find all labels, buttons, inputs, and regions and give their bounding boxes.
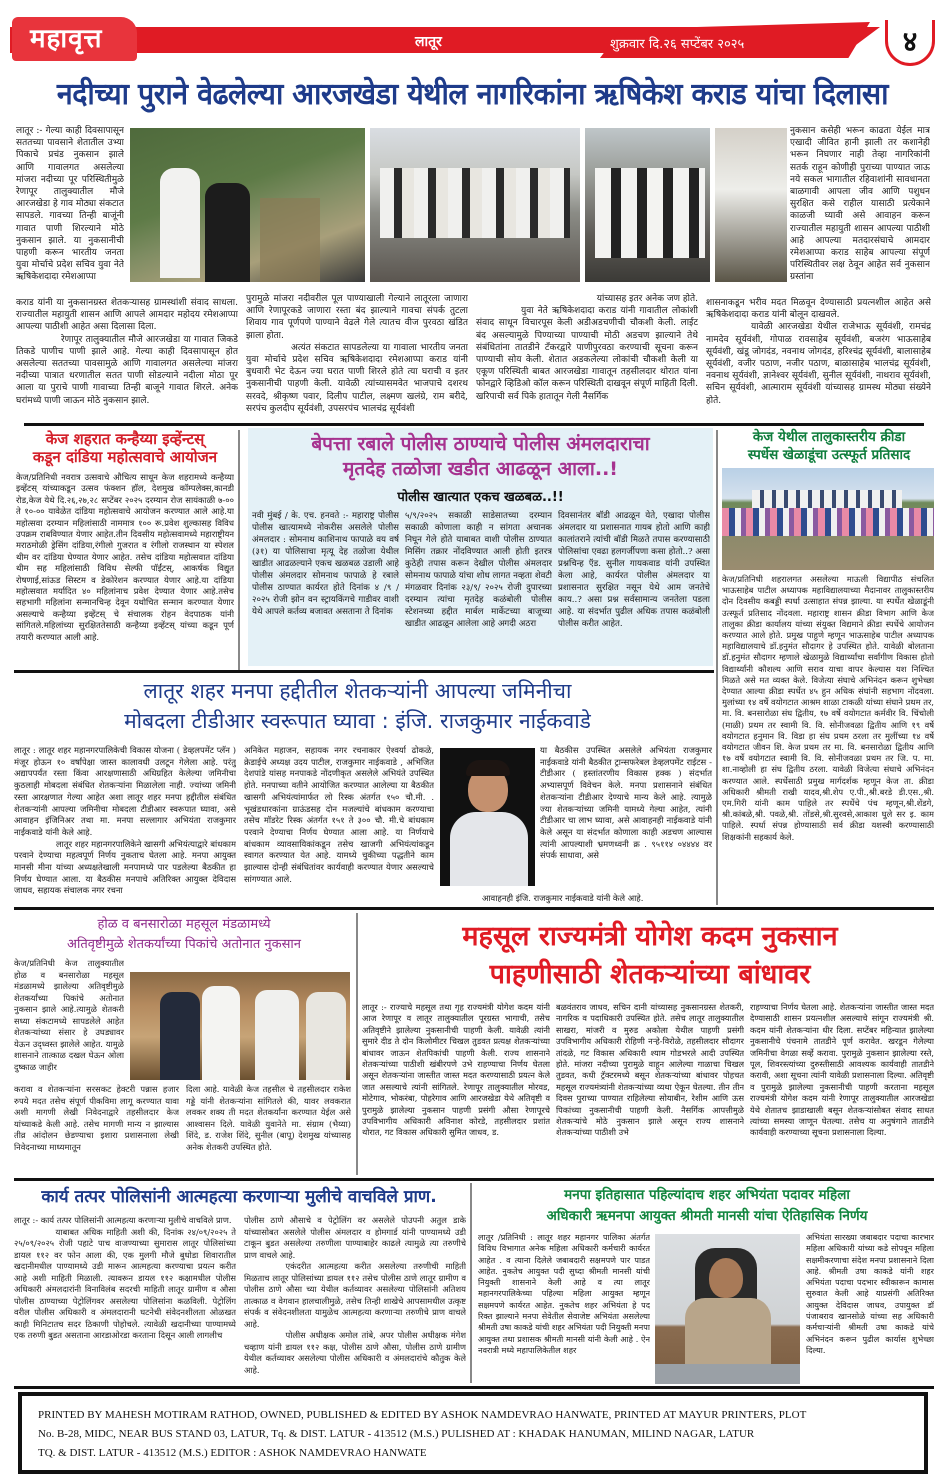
kabaddi-headline-line1: केज येथील तालुकास्तरीय क्रीडा: [752, 429, 906, 445]
tdr-headline-line1: लातूर शहर मनपा हद्दीतील शेतकऱ्यांनी आपल्या जमिनीचा: [143, 679, 572, 703]
section-divider: [14, 1178, 934, 1181]
lead-text: यावेळी आरजखेडा येथील राजेभाऊ सूर्यवंशी, रामचंद्र नामदेव सूर्यवंशी, गोपाळ रावसाहेब सूर्यवंशी, बजरंग भाऊसाहेब सूर्यवंशी, खंडू जोगदंड, नवनाथ जोगदंड, हरिश्चंद्र सूर्यवंशी, बालासाहेब सूर्यवंशी, वजीर पठाण, नजीर पठाण, बाळासाहेब भालचंद्र सूर्यवंशी, नवनाथ सूर्यवंशी, ज्ञानेश्वर सूर्यवंशी, सुनील सूर्यवंशी, नाथराव सूर्यवंशी, सचिन सूर्यवंशी, आत्माराम सूर्यवंशी यांच्यासह ग्रामस्थ मोठ्या संख्येने होते.: [706, 322, 931, 406]
portrait-saree: [685, 1298, 771, 1368]
lead-col1-wide: [16, 297, 238, 419]
kabaddi-headline: [718, 428, 940, 464]
crowd: [595, 168, 705, 258]
section-divider: [14, 1386, 934, 1389]
crop-loss-text: दिला आहे. यावेळी केज तहसील चे तहसीलदार राकेश गड्डे यांनी शेतकऱ्यांना सांगितले की, यावर लवकरात लवकर शक्य ती मदत शेतकर्यांना करण्यात येईल असे आश्वासन दिले. यावेळी युवानेते मा. संग्राम (भैय्या) शिंदे, ड. राजेश शिंदे, सुनील (बापू) देशमुख यांच्यासह अनेक शेतकरी उपस्थित होते.: [186, 1084, 351, 1152]
minister-col3: [750, 1002, 934, 1174]
minister-col1: [362, 1002, 550, 1174]
police-text: दिवसानंतर बॉडी आढळून येते, एखादा पोलीस अंमलदार या प्रशासनात गायब होतो आणि काही कालांतराने त्यांची बॉडी मिळते तपास करण्यासाठी पोलिसांचा एवढा हलगर्जीपणा कसा होतो..? असा प्रश्नचिन्ह ऍड. सुनील गायकवाड यांनी उपस्थित केला आहे, कार्यरत पोलीस अंमलदार या प्रशासनात सुरक्षित नसून येथे आम जनतेचे काय..? असा प्रश्न सर्वसामान्य जनतेला पडला आहे. या संदर्भात पुढील अधिक तपास कळंबोली पोलीस करीत आहेत.: [558, 511, 710, 629]
crop-loss-text: करावा व शेतकऱ्यांना सरसकट हेक्टरी पन्नास हजार रुपये मदत तसेच संपूर्ण पीकविमा लागू करण्यात यावा अशी मागणी लेखी निवेदनाद्वारे तहसीलदार केज यांच्याकडे केली आहे. तसेच मागणी मान्य न झाल्यास तीव्र आंदोलन छेडण्याचा इशारा प्रशासनाला लेखी निवेदनाच्या माध्यमातून: [14, 1084, 179, 1152]
lead-col4-wide: [706, 297, 931, 419]
rescue-text: लातूर :- कार्य तत्पर पोलिसांनी आत्महत्या करणाऱ्या मुलीचे वाचविले प्राण.: [14, 1215, 232, 1225]
dandiya-headline-line1: केज शहरात कन्हैय्या इव्हेंन्टस्: [45, 430, 205, 448]
newspaper-title: महावृत्त: [30, 24, 103, 54]
minister-headline-line1: महसूल राज्यमंत्री योगेश कदम नुकसान: [462, 921, 838, 952]
lead-headline: नदीच्या पुराने वेढलेल्या आरजखेडा येथील नागरिकांना ऋषिकेश कराड यांचा दिलासा: [56, 77, 889, 112]
section-divider: [14, 670, 714, 673]
police-col2: [405, 510, 552, 666]
rescue-col2: [244, 1215, 466, 1385]
lead-text: शासनाकडून भरीव मदत मिळवून देण्यासाठी प्रयत्नशील आहेत असे ऋषिकेशदादा कराड यांनी बोलून दाखवले.: [706, 298, 931, 321]
police-text: नवी मुंबई / के. एच. हनवते :- महाराष्ट्र पोलीस पोलीस खात्यामध्ये नोकरीस असलेले पोलीस अंमलदार : सोमनाथ काशिनाथ फापाळे वय वर्ष (३१) या पोलिसाचा मृत्यू देह तळोजा येथील खाडीत आढळल्याने एकच खळबळ उडाली आहे पोलीस अंमलदार सोमनाथ फापाळे हे रबाले पोलीस ठाण्यात कार्यरत होते दिनांक ४ /९ / २०२५ रोजी झोन वन स्ट्रायकिंगचे गाडीवर वाशी येथे आपले कर्तव्य बजावत असताना ते दिनांक: [252, 511, 399, 617]
lead-col3: [476, 293, 698, 421]
portrait-hair: [466, 760, 510, 776]
minister-text: लातूर :- राज्याचे महसूल तथा गृह राज्यमंत्री योगेश कदम यांनी आज रेणापूर व लातूर तालुक्यातील पूरग्रस्त भागाची, तसेच अतिवृष्टीने झालेल्या नुकसानीची पाहणी केली. यावेळी त्यांनी सुमारे दीड ते दोन किलोमीटर चिखल तुडवत प्रत्यक्ष शेतकऱ्यांच्या बांधावर जाऊन शेतपिकांची पाहणी केली. राज्य शासनाने शेतकऱ्यांच्या पाठीशी खंबीरपणे उभे राहण्याचा निर्णय घेतला असून शेतकऱ्यांना जास्तीत जास्त मदत करण्यासाठी प्रयत्न केले जात असल्याचे त्यांनी सांगितले. रेणापूर तालुक्यातील मोरवड, मोटेगाव, भोकरंबा, पोहरेगाव आणि आरजखेडा येथे अतिवृष्टी व पुरामुळे झालेल्या नुकसान पाहणी प्रसंगी औसा रेणापूरचे उपविभागीय अधिकारी अविनाश कोरडे, तहसीलदार प्रशांत थोरात, गट विकास अधिकारी सुमित जाधव, ड.: [362, 1002, 550, 1138]
section-divider: [14, 907, 934, 910]
engineer-text: अभियंता सारख्या जबाबदार पदाचा कारभार महिला अधिकारी यांच्या कडे सोपवून महिला सक्षमीकरणाचा संदेश मनपा प्रशासनाने दिला आहे. श्रीमती उषा काकडे यांनी शहर अभियंता पदाचा पदभार स्वीकारून कामास सुरुवात केली आहे याप्रसंगी अतिरिक्त आयुक्त देविदास जाधव, उपायुक्त डॉ पंजाबराव खानसोळे यांच्या सह अधिकारी कर्मचाऱ्यांनी श्रीमती उषा काकडे यांचे अभिनंदन करून पुढील कार्यास शुभेच्छा दिल्या.: [806, 1232, 934, 1355]
lead-text: अत्यंत संकटात सापडलेल्या या गावाला भारतीय जनता युवा मोर्चाचे प्रदेश सचिव ऋषिकेशदादा रमेशआप्पा कराड यांनी बुधवारी भेट देऊन ज्या घरात पाणी शिरले होते त्या घराची व इतर नुकसानीची पाहणी केली. यावेळी त्यांच्यासमवेत भाजपाचे दशरथ सरवदे, श्रीकृष्ण पवार, दिलीप पाटील, लक्ष्मण खलंग्रे, राम बरीदे, सरपंच कुलदीप सूर्यवंशी, उपसरपंच भालचंद्र सूर्यवंशी: [246, 342, 468, 414]
column-divider: [716, 430, 718, 905]
footer-line: PRINTED BY MAHESH MOTIRAM RATHOD, OWNED, PUBLISHED & EDITED BY ASHOK NAMDEVRAO HANWATE, PRINTED AT MAYUR PRINTERS, PLOT: [38, 1409, 807, 1421]
page-number: ४: [885, 20, 935, 66]
tdr-text: लातूर शहर महानगरपालिकेने खासगी अभियंत्याद्वारे बांधकाम परवाने देण्याचा महत्वपूर्ण निर्णय नुकताच घेतला आहे. मनपा आयुक्त मानसी मीना यांच्या अध्यक्षतेखाली मनपामध्ये पार पडलेल्या बैठकीत हा निर्णय घेण्यात आला. या बैठकीस मनपाचे अतिरिक्त आयुक्त देविदास जाधव, सहायक संचालक नगर रचना: [14, 838, 236, 896]
lead-photo-1: [130, 128, 365, 282]
police-headline-line1: बेपत्ता रबाले पोलीस ठाण्याचे पोलीस अंमलदाराचा: [311, 433, 650, 455]
tdr-col3: [540, 745, 712, 893]
print-line-footer: [18, 1392, 928, 1474]
crop-loss-photo: [130, 972, 350, 1080]
crop-loss-col1: [14, 958, 124, 1082]
kabaddi-team-photo: [722, 468, 934, 570]
minister-headline: [360, 918, 940, 994]
lead-col4-text: नुकसान कसेही भरून काढता येईल मात्र एखादी जीवित हानी झाली तर कशानेही भरून निघणार नाही तेव्हा नागरिकांनी सतर्क राहून कोणीही पुराच्या पाण्यात जाऊ नये सकल भागातील रहिवाशांनी सावधानता बाळगावी आपला जीव आणि पशुधन सुरक्षित कसे राहील यासाठी प्रत्येकाने काळजी घ्यावी असे आवाहन करून राज्यातील महायुती शासन आपल्या पाठीशी आहे आपल्या मतदारसंघाचे आमदार रमेशआप्पा कराड साहेब आपल्या संपूर्ण परिस्थितीवर लक्ष ठेवून आहेत सर्व नुकसान ग्रस्तांना: [790, 126, 930, 283]
lead-photo-2: [370, 128, 580, 282]
lead-text: पुरामुळे मांजरा नदीवरील पूल पाण्याखाली गेल्याने लातूरला जाणारा आणि रेणापूरकडे जाणारा रस्ता बंद झाल्याने गावचा संपर्क तुटला शिवाय गाव पूर्णपणे पाण्याने वेढले गेले त्यातच वीज पुरवठा खंडित झाला होता.: [246, 294, 468, 341]
minister-text: बळवंतराव जाधव, सचिन दानी यांच्यासह नुकसानग्रस्त शेतकरी, नागरिक व पदाधिकारी उपस्थित होते. तसेच लातूर तालुक्यातील साखरा, मांजरी व मुरुड अकोला येथील पाहणी प्रसंगी उपविभागीय अधिकारी रोहिणी नऱ्हे-विरोळे, तहसीलदार सौदागर तांदळे, गट विकास अधिकारी श्याम गोडभरले आदी उपस्थित होते. मांजरा नदीच्या पुरामुळे वाहून आलेल्या गाळाचा चिखल तुडवत, कधी ट्रॅक्टरमध्ये बसून शेतकऱ्यांच्या बांधावर पोहचत महसूल राज्यमंत्र्यांनी शेतकऱ्यांच्या व्यथा ऐकून घेतल्या. तीन तीन दिवस पुराच्या पाण्यात राहिलेल्या सोयाबीन, रेशीम आणि ऊस पिकांच्या नुकसानीची पाहणी केली. नैसर्गिक आपत्तीमुळे शेतकऱ्यांचे मोठे नुकसान झाले असून राज्य शासनाने शेतकऱ्यांच्या पाठीशी उभे: [556, 1002, 744, 1138]
lead-col2: [246, 293, 468, 421]
engineer-col2: [806, 1232, 934, 1382]
engineer-headline-line2: अधिकारी ऋमनपा आयुक्त श्रीमती मानसी यांचा ऐतिहासिक निर्णय: [546, 1208, 868, 1224]
dandiya-text: केज/प्रतिनिधी नवरात्र उत्सवाचे औचित्य साधून केज शहरामध्ये कन्हैय्या इव्हेंटस् यांच्याकडून उत्सव फंक्शन हॉल, देशमुख कॉम्पलेक्स,कानडी रोड,केज येथे दि.२६,२७,२८ सप्टेंबर २०२५ दरम्यान रोज सायंकाळी ७-०० ते १०-०० यावेळेत दांडिया महोत्सवाचे आयोजन करण्यात आले आहे.या महोत्सवा दरम्यान महिलांसाठी नाममात्र १०० रू.प्रवेश शुल्कासह विविध उपक्रम राबविण्यात येणार आहेत.तीन दिवसीय महोत्सवामध्ये महाराष्ट्रीयन मराठमोळी ड्रेसिंग दांडिया,रंगीलो गुजरात व रंगीलो राजस्थान या स्पेशल थीम वर दांडिया घेण्यात येणार आहेत. तसेच दांडिया महोत्सवात दांडिया थीम सह महिलांसाठी विविध सेल्फी पॉईंटस्, आकर्षक विद्युत रोषणाई,सांऊड सिस्टम व डेकोरेशन करण्यात येणार आहे.या दांडिया महोत्सवात मर्यादित ४० महिलांनाच प्रवेश देण्यात येणार आहे.तसेच सहभागी महिलांना सन्मानचिन्ह देवून यथोचित सन्मान करण्यात येणार असल्याचे कन्हैय्या इव्हेंटस् चे संचालक रोहन वेदपाठक यांनी सांगितले.महिलांच्या सुरक्षिततेसाठी कन्हैय्या इव्हेंटस् यांच्या कडून पूर्ण तयारी करण्यात आली आहे.: [16, 472, 234, 642]
rescue-col1: [14, 1215, 236, 1385]
person-figure: [202, 986, 240, 1080]
crop-loss-col1-wide: [14, 1084, 179, 1174]
kabaddi-text: केज/प्रतिनिधी शहरालगत असलेल्या माऊली विद्यापीठ संचलित भाऊसाहेब पाटील अध्यापक महाविद्यालयाच्या मैदानावर तालुकास्तरीय दोन दिवसीय कबड्डी स्पर्धा उत्साहात संपन्न झाल्या. या स्पर्धेत खेळाडूंनी उत्स्फूर्त प्रतिसाद नोंदवला. महाराष्ट्र शासन क्रीडा विभाग आणि केज तालुका क्रीडा कार्यालय यांच्या संयुक्त विद्यमाने क्रीडा स्पर्धेचे आयोजन करण्यात आले होते. प्रमुख पाहुणे म्हणून भाऊसाहेब पाटील अध्यापक महाविद्यालयाचे डॉ.हनुमंत सौदागर हे उपस्थित होते. यावेळी बोलताना डॉ.हनुमंत सौदागर म्हणाले खेळामुळे विद्यार्थ्यांचा सर्वांगीण विकास होतो विद्यार्थ्यांनी कौशल्य आणि सराव याचा वापर केल्यास यश निश्चित मिळते असे मत व्यक्त केले. विजेत्या संघाचे अभिनंदन करून शुभेच्छा देण्यात आल्या क्रीडा स्पर्धेत ४५ हुन अधिक संघांनी सहभाग नोंदवला. मुलांच्या १४ वर्षे वयोगटात आश्रम शाळा टाकळी यांच्या संघाने प्रथम तर, मा. वि. बनसारोळा संघ द्वितीय, १७ वर्षे वयोगटात कर्मवीर वि. चिंचोली (माळी) प्रथम तर स्वामी वि. वि. सोनीजवळा द्वितीय आणि १९ वर्षे वयोगटात हनुमान वि. विडा हा संघ प्रथम ठरला तर मुलींच्या १४ वर्षे वयोगटात जीवन शि. केज प्रथम तर मा. वि. बनसारोळा द्वितीय आणि १७ वर्षे वयोगटात स्वामी वि. वि. सोनीजवळा प्रथम तर जि. प. मा. शा.नाव्होली हा संघ द्वितीय ठरला. यावेळी विजेत्या संघाचे अभिनंदन करण्यात आले. स्पर्धेसाठी प्रमुख मार्गदर्शक म्हणून केज ता. क्रीडा अधिकारी श्रीमती राखी यादव,श्री.शेप ए.पी.,श्री.बरडे डी.एस.,श्री. एम.गिरी यांनी काम पाहिले तर स्पर्धेचे पंच म्हणून,श्री.शेंडगे, श्री.कांबळे,श्री. पवळे,श्री. तोंडसे,श्री.सुरवसे,आकाश घुले सर इ. काम पाहिले. स्पर्धा संपन्न होण्यासाठी सर्व क्रीडा यशस्वी करण्यासाठी शिक्षकांनी सहकार्य केले.: [722, 574, 934, 842]
rescue-text: एकंदरीत आत्महत्या करीत असलेल्या तरुणीची माहिती मिळताच लातूर पोलिसांच्या डायल ११२ तसेच पोलीस ठाणे लातूर ग्रामीण व पोलीस ठाणे औसा च्या येथील कर्तव्यावर असलेल्या पोलिसांनी अतिशय तात्काळ व वेगवान हालचालीमुळे, तसेच तिन्ही शाखेचे आपसामधील उत्कृष्ट संपर्क व संवेदनशीलता यामुळेच आत्महत्या करणाऱ्या तरुणीचे प्राण वाचले आहे.: [244, 1261, 466, 1329]
engineer-headline-line1: मनपा इतिहासात पहिल्यांदाच शहर अभियंता पदावर महिला: [564, 1187, 850, 1203]
engineer-portrait: [440, 748, 535, 886]
portrait-shirt: [450, 812, 528, 886]
masthead: [0, 0, 945, 62]
lead-photo-4: [715, 128, 787, 282]
kabaddi-headline-line2: स्पर्धेस खेळाडूंचा उत्स्फूर्त प्रतिसाद: [747, 447, 911, 463]
dandiya-headline: [14, 430, 236, 466]
tdr-text: लातूर : लातूर शहर महानगरपालिकेची विकास योजना ( डेव्हलपमेंट प्लॅन ) मंजूर होऊन १० वर्षांपेक्षा जास्त कालावधी उलटून गेलेला आहे. परंतु अद्यापपर्यंत रस्ता किंवा आरक्षणासाठी अधिग्रहित केलेल्या जमिनीचा कुठलाही मोबदला संबंधित शेतकऱ्यांना मिळालेला नाही. ज्यांच्या जमिनी रस्ता आरक्षणात गेल्या आहेत अशा लातूर शहर मनपा हद्दीतील संबंधित शेतकऱ्यांनी आपल्या जमिनीचा मोबदला टीडीआर स्वरूपात घ्यावा, असे आवाहन इंजिनिअर तथा मा. मनपा सल्लागार अभियंता राजकुमार नाईकवाडे यांनी केले आहे.: [14, 745, 236, 837]
minister-headline-line2: पाहणीसाठी शेतकऱ्यांच्या बांधावर: [489, 959, 811, 990]
column-divider: [356, 913, 358, 1175]
person-figure: [160, 992, 200, 1080]
tdr-text: या बैठकीस उपस्थित असलेले अभियंता राजकुमार नाईकवाडे यांनी बैठकीत ट्रान्सफरेबल डेव्हलपमेंट राईटस - टीडीआर ( हस्तांतरणीय विकास हक्क ) संदर्भात अभ्यासपूर्ण विवेचन केले. मनपा प्रशासनाने संबंधित शेतकऱ्यांना टीडीआर देण्याचे मान्य केले आहे. त्यामुळे ज्या शेतकऱ्यांच्या जमिनी यामध्ये गेल्या आहेत, त्यांनी टीडीआर चा लाभ घ्यावा, असे आवाहनही नाईकवाडे यांनी केले असून या संदर्भात कोणाला काही अडचण आल्यास त्यांनी आपल्याशी भ्रमणध्वनी क्र . ९५११४ ०४४४४ वर संपर्क साधावा, असे: [540, 745, 712, 861]
police-headline-line2: मृतदेह तळोजा खडीत आढळून आला..!: [343, 458, 618, 480]
engineer-headline: [474, 1185, 940, 1227]
footer-line: TQ. & DIST. LATUR - 413512 (M.S.) EDITOR : ASHOK NAMDEVRAO HANWATE: [38, 1447, 427, 1459]
crop-loss-headline: [14, 915, 354, 955]
police-col1: [252, 510, 399, 666]
tdr-col3-tail: आवाहनही इंजि. राजकुमार नाईकवाडे यांनी केले आहे.: [482, 893, 644, 903]
person-figure: [205, 183, 250, 282]
portrait-face: [709, 1258, 743, 1298]
crowd: [380, 168, 570, 238]
lead-text: रेणापूर तालुक्यातील मौजे आरजखेडा या गावात जिकडे तिकडे पाणीच पाणी झाले आहे. गेल्या काही दिवसापासून होत असलेल्या सततच्या पावसामुळे आणि गावालगत असलेल्या मांजरा नदीच्या पात्रात धरणातील सतत पाणी सोडल्याने नदीला मोठा पूर आला या पुराचे पाणी गावाच्या तिन्ही बाजूने गावात शिरले. अनेक घरांमध्ये पाणी जाऊन मोठे नुकसान झाले.: [16, 334, 238, 406]
edition-city: लातूर: [415, 34, 442, 50]
column-divider: [238, 430, 240, 670]
dandiya-body: [16, 472, 234, 668]
tdr-headline: [0, 676, 715, 736]
police-subhead: पोलीस खात्यात एकच खळबळ..!!: [397, 490, 564, 505]
dandiya-headline-line2: कडून दांडिया महोत्सवाचे आयोजन: [32, 448, 218, 466]
engineer-col1: [478, 1232, 650, 1387]
lead-col4: [790, 125, 930, 297]
rescue-headline: कार्य तत्पर पोलिसांनी आत्महत्या करणाऱ्या मुलीचे वाचविले प्राण.: [41, 1187, 437, 1207]
rescue-text: पोलीस ठाणे औसाचे व पेट्रोलिंग वर असलेले पोउपनी अतुल डाके यांच्यासोबत असलेले पोलीस अंमलदार व होमगार्ड यांनी पाण्यामध्ये उडी टाकून बुडत असलेल्या तरुणीला पाण्याबाहेर काढले त्यामुळे त्या तरुणीचे प्राण वाचले आहे.: [244, 1215, 466, 1260]
floodwater: [260, 198, 320, 282]
rescue-text: याबाबत अधिक माहिती अशी की, दिनांक २४/०९/२०२५ ते २५/०९/२०२५ रोजी पहाटे पाच वाजण्याच्या सुमारास लातूर पोलिसांच्या डायल ११२ वर फोन आला की, एक मुलगी मौजे बुधोडा शिवारातील खदानीमधील पाण्यामध्ये उडी मारून आत्महत्या करण्याचा प्रयत्न करीत आहे अशी माहिती मिळाली. त्यावरून डायल ११२ कक्षामधील पोलीस अधिकारी अंमलदारांनी विनाविलंब सदरची माहिती लातूर ग्रामीण व औसा पोलीस ठाण्याच्या पेट्रोलिंगवर असलेल्या पोलिसांना कळविली. पेट्रोलिंग वरील पोलीस अधिकारी व अंमलदारानी घटनेची संवेदनशीलता ओळखत काही मिनिटातच सदर ठिकाणी पोहोचले. त्यावेळी खदानीच्या पाण्यामध्ये एक तरुणी बुडत असताना आरडाओरडा करताना दिसून आली लागलीच: [14, 1226, 236, 1340]
officials-row: [752, 490, 902, 508]
lead-col1: [16, 125, 124, 297]
crop-loss-text: केज/प्रतिनिधी केज तालुक्यातील होळ व बनसारोळा महसूल मंडळामध्ये झालेल्या अतिवृष्टीमुळे शेतकर्यांच्या पिकांचे अतोनात नुकसान झाले आहे.त्यामुळे शेतकरी सध्या संकटामध्ये सापडलेले आहेत शेतकऱ्यांच्या संसार हे उघड्यावर येऊन उद्ध्वस्त झालेले आहेत. यामुळे शासनाने तात्काळ दखल घेऊन ओला दुष्काळ जाहीर: [14, 958, 124, 1072]
kabaddi-body: [722, 574, 934, 906]
tdr-col2: [244, 745, 434, 905]
minister-text: राहण्याचा निर्णय घेतला आहे. शेतकऱ्यांना जास्तीत जास्त मदत देण्यासाठी शासन प्रयत्नशील असल्याचे सांगून राज्यमंत्री श्री. कदम यांनी शेतकऱ्यांना धीर दिला. सप्टेंबर महिन्यात झालेल्या नुकसानीचे पंचनामे तातडीने पूर्ण करावेत. खरडून गेलेल्या जमिनीचा वेगळा सर्व्हे करावा. पुरामुळे नुकसान झालेल्या रस्ते, पूल, शिवरस्त्यांच्या दुरुस्तीसाठी आवश्यक कार्यवाही तातडीने करावी, अशा सूचना त्यांनी यावेळी प्रशासनाला दिल्या. अतिवृष्टी व पुरामुळे झालेल्या नुकसानीची पाहणी करताना महसूल राज्यमंत्री योगेश कदम यांनी रेणापूर तालुक्यातील आरजखेडा येथे शेतातच झाडाखाली बसून शेतकऱ्यांसोबत संवाद साधत त्यांच्या समस्या जाणून घेतल्या. तसेच या अनुषंगाने तातडीने कार्यवाही करण्याच्या सूचना प्रशासनाला दिल्या.: [750, 1002, 934, 1138]
police-col3: [558, 510, 710, 666]
rescue-text: पोलीस अधीक्षक अमोल तांबे, अपर पोलीस अधीक्षक मंगेश चव्हाण यांनी डायल ११२ कक्ष, पोलीस ठाणे औसा, पोलीस ठाणे ग्रामीण येथील कर्तव्यावर असलेल्या पोलीस अधिकारी व अंमलदारांचे कौतुक केले आहे.: [244, 1330, 466, 1375]
engineer-text: लातूर /प्रतिनिधी : लातूर शहर महानगर पालिका अंतर्गत विविध विभागात अनेक महिला अधिकारी कर्मचारी कार्यरत आहेत . व त्याना दिलेले जबाबदारी सक्षमपणे पार पाडत आहेत. नुकतेच आयुक्त पदी सुध्दा श्रीमती मानसी यांची नियुक्ती शासनाने केली आहे व त्या लातूर महानगरपालिकेच्या पहिल्या महिला आयुक्त म्हणून सक्षमपणे कार्यरत आहेत. नुकतेच शहर अभियंता हे पद रिक्त झाल्याने मनपा सेवेतील सेवाजेष्ट अभियंता असलेल्या श्रीमती उषा काकडे यांची शहर अभियंता पदी नियुक्ती मनपा आयुक्त तथा प्रशासक श्रीमती मानसी यांनी केली आहे . ऐन नवरात्री मध्ये महापालिकेतील शहर: [478, 1232, 650, 1355]
person-figure: [160, 168, 200, 278]
tdr-headline-line2: मोबदला टीडीआर स्वरूपात घ्यावा : इंजि. राजकुमार नाईकवाडे: [124, 709, 591, 733]
crop-loss-headline-line1: होळ व बनसारोळा महसूल मंडळामध्ये: [97, 917, 271, 932]
person-figure: [306, 992, 346, 1080]
tdr-col1: [14, 745, 236, 905]
police-text: ५/९/२०२५ सकाळी साडेसातच्या दरम्यान सकाळी कोणाला काही न सांगता अचानक निघून गेले होते याबाबत वाशी पोलीस ठाण्यात मिसिंग तक्रार नोंदविण्यात आली होती इतरत्र कुठेही तपास करून देखील पोलीस अंमलदार सोमनाथ फापाळे यांचा शोध लागत नव्हता शेवटी मंगळवार दिनांक २३/९/ २०२५ रोजी दुपारच्या दरम्यान त्यांचा मृतदेह कळंबोली पोलीस स्टेशनच्या हद्दीत मार्बल मार्केटच्या बाजूच्या खाडीत आढळून आलेला आहे अगदी अठरा: [405, 511, 552, 629]
commissioner-photo: [655, 1234, 800, 1384]
footer-line: No. B-28, MIDC, NEAR BUS STAND 03, LATUR, Tq. & DIST. LATUR - 413512 (M.S.) PULISHED AT : KHADAK HANUMAN, MILIND NAGAR, LATUR: [38, 1428, 755, 1440]
column-divider: [470, 1183, 472, 1383]
players-row: [722, 508, 934, 536]
tdr-text: अनिकेत महाजन, सहायक नगर रचनाकार ऐश्वर्या ढोकळे, क्रेडाईचे अध्यक्ष उदय पाटील, राजकुमार नाईकवाडे , अभिजित देशपांडे यांसह मनपाकडे नोंदणीकृत असलेले अभियंते उपस्थित होते. मनपाच्या वतीने आयोजित करण्यात आलेल्या या बैठकीत खासगी अभियंत्यांमार्फत लो रिस्क अंतर्गत १५० चौ.मी. . भूखंडधारकांना ग्राऊंडसह दोन मजल्यांचे बांधकाम करण्याचा तसेच मॉडरेट रिस्क अंतर्गत १५१ ते ३०० चौ. मी.चे बांधकाम परवाने देण्याचा निर्णय घेण्यात आला आहे. या निर्णयाचे बांधकाम व्यावसायिकांकडून तसेच खाजगी अभियंत्यांकडून स्वागत करण्यात येत आहे. यामध्ये चुकीच्या पद्धतीने काम झाल्यास दोन्ही संबंधितांवर कार्यवाही करण्यात येणार असल्याचे सांगण्यात आले.: [244, 745, 434, 884]
crop-loss-headline-line2: अतिवृष्टीमुळे शेतकर्यांच्या पिकांचे अतोनात नुकसान: [67, 937, 301, 952]
office-desk: [655, 1364, 800, 1384]
minister-col2: [556, 1002, 744, 1174]
person-figure: [255, 990, 299, 1080]
issue-date: शुक्रवार दि.२६ सप्टेंबर २०२५: [610, 37, 745, 52]
police-headline: [248, 432, 713, 482]
crop-loss-col2: [186, 1084, 351, 1174]
section-divider: [24, 423, 924, 426]
lead-text: यांच्यासह इतर अनेक जण होते.: [596, 294, 698, 304]
lead-col1-text: लातूर :- गेल्या काही दिवसापासून सततच्या पावसाने शेतातील उभ्या पिकाचे प्रचंड नुकसान झाले आणि गावालगत असलेल्या मांजरा नदीच्या पूर परिस्थितीमुळे रेणापूर तालुक्यातील मौजे आरजखेडा हे गाव मोठ्या संकटात सापडले. गावच्या तिन्ही बाजूंनी गावात पाणी शिरल्याने मोठे नुकसान झाले. या नुकसानीची पाहणी करून भारतीय जनता युवा मोर्चाचे प्रदेश सचिव युवा नेते ऋषिकेशदादा रमेशआप्पा: [16, 126, 124, 283]
lead-photo-3: [585, 128, 710, 282]
lead-text: कराड यांनी या नुकसानग्रस्त शेतकऱ्यासह ग्रामस्थांशी संवाद साधला. राज्यातील महायुती शासन आणि आपले आमदार महोदय रमेशआप्पा आपल्या पाठीशी आहेत असा दिलासा दिला.: [16, 298, 238, 333]
lead-text: युवा नेते ऋषिकेशदादा कराड यांनी गावातील लोकांशी संवाद साधून विचारपूस केली अडीअडचणीची चौकशी केली. लाईट बंद असल्यामुळे पिण्याच्या पाण्याची मोठी अडचण झाल्याने तेथे संबंधितांना तातडीने टँकरद्वारे पाणीपुरवठा करण्याची सूचना करून पाण्याची सोय केली. शेतात अडकलेल्या लोकांची चौकशी केली या एकूण परिस्थिती बाबत आरजखेडा गावातून तहसीलदार थोरात यांना फोनद्वारे व्हिडिओ कॉल करून परिस्थिती दाखवून संपूर्ण माहिती दिली. खरिपाची सर्व पिके हातातून गेली नैसर्गिक: [476, 306, 698, 402]
